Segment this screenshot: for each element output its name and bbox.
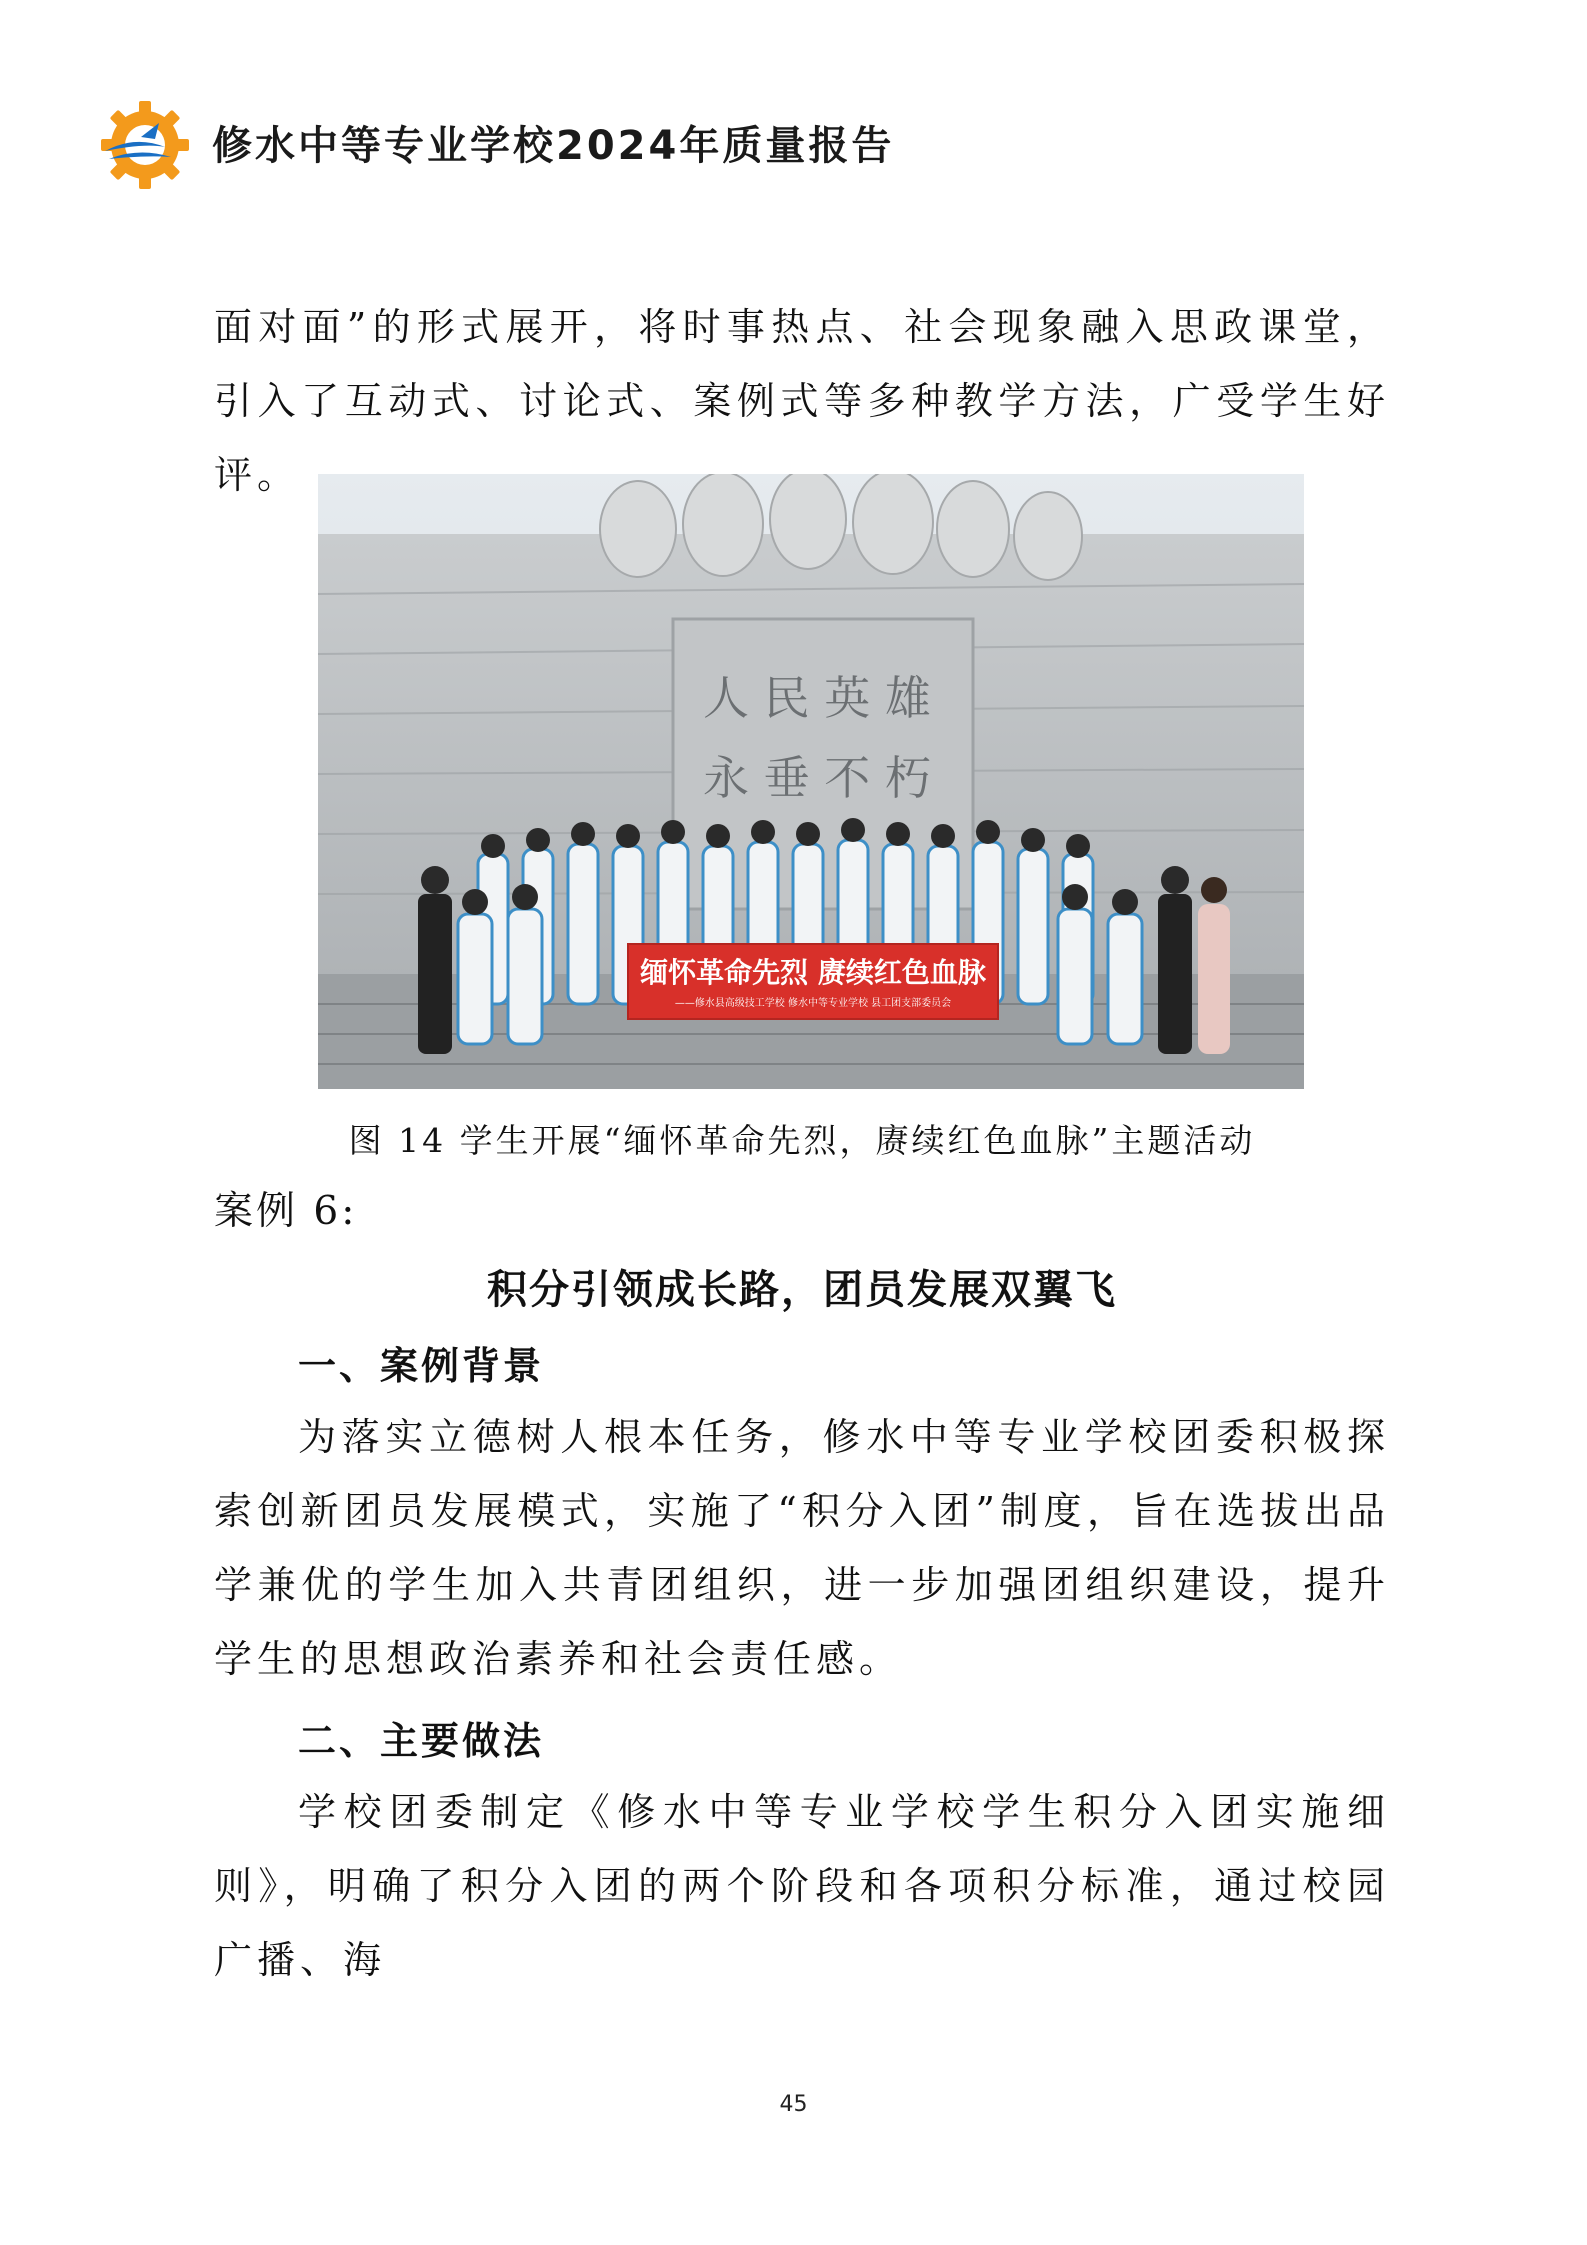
page-number: 45 <box>779 2092 808 2117</box>
svg-text:人 民 英 雄: 人 民 英 雄 <box>703 671 931 725</box>
header-title: 修水中等专业学校2024年质量报告 <box>212 123 895 169</box>
banner-main-text: 缅怀革命先烈 赓续红色血脉 <box>640 956 986 989</box>
svg-text:永 垂 不 朽: 永 垂 不 朽 <box>703 751 931 805</box>
section-heading-practices: 二、主要做法 <box>298 1719 545 1763</box>
banner-sub-text: ——修水县高级技工学校 修水中等专业学校 县工团支部委员会 <box>674 998 952 1009</box>
section-heading-background: 一、案例背景 <box>298 1344 545 1388</box>
school-logo-icon <box>100 100 190 190</box>
case-title: 积分引领成长路，团员发展双翼飞 <box>487 1266 1117 1313</box>
photo-illustration <box>318 474 1304 1089</box>
page-header <box>100 100 1487 190</box>
section-practices-text: 学校团委制定《修水中等专业学校学生积分入团实施细则》，明确了积分入团的两个阶段和各项积分标准，通过校园广播、海 <box>214 1790 1390 1982</box>
figure-caption: 图 14 学生开展“缅怀革命先烈，赓续红色血脉”主题活动 <box>348 1121 1256 1160</box>
paragraph-continued: 面对面”的形式展开，将时事热点、社会现象融入思政课堂，引入了互动式、讨论式、案例式等多种教学方法，广受学生好评。 <box>214 305 1390 497</box>
monument-group-photo <box>318 474 1304 1089</box>
case-label: 案例 6: <box>214 1189 358 1234</box>
section-background-text: 为落实立德树人根本任务，修水中等专业学校团委积极探索创新团员发展模式，实施了“积分入团”制度，旨在选拔出品学兼优的学生加入共青团组织，进一步加强团组织建设，提升学生的思想政治素养和社会责任感。 <box>214 1415 1390 1681</box>
